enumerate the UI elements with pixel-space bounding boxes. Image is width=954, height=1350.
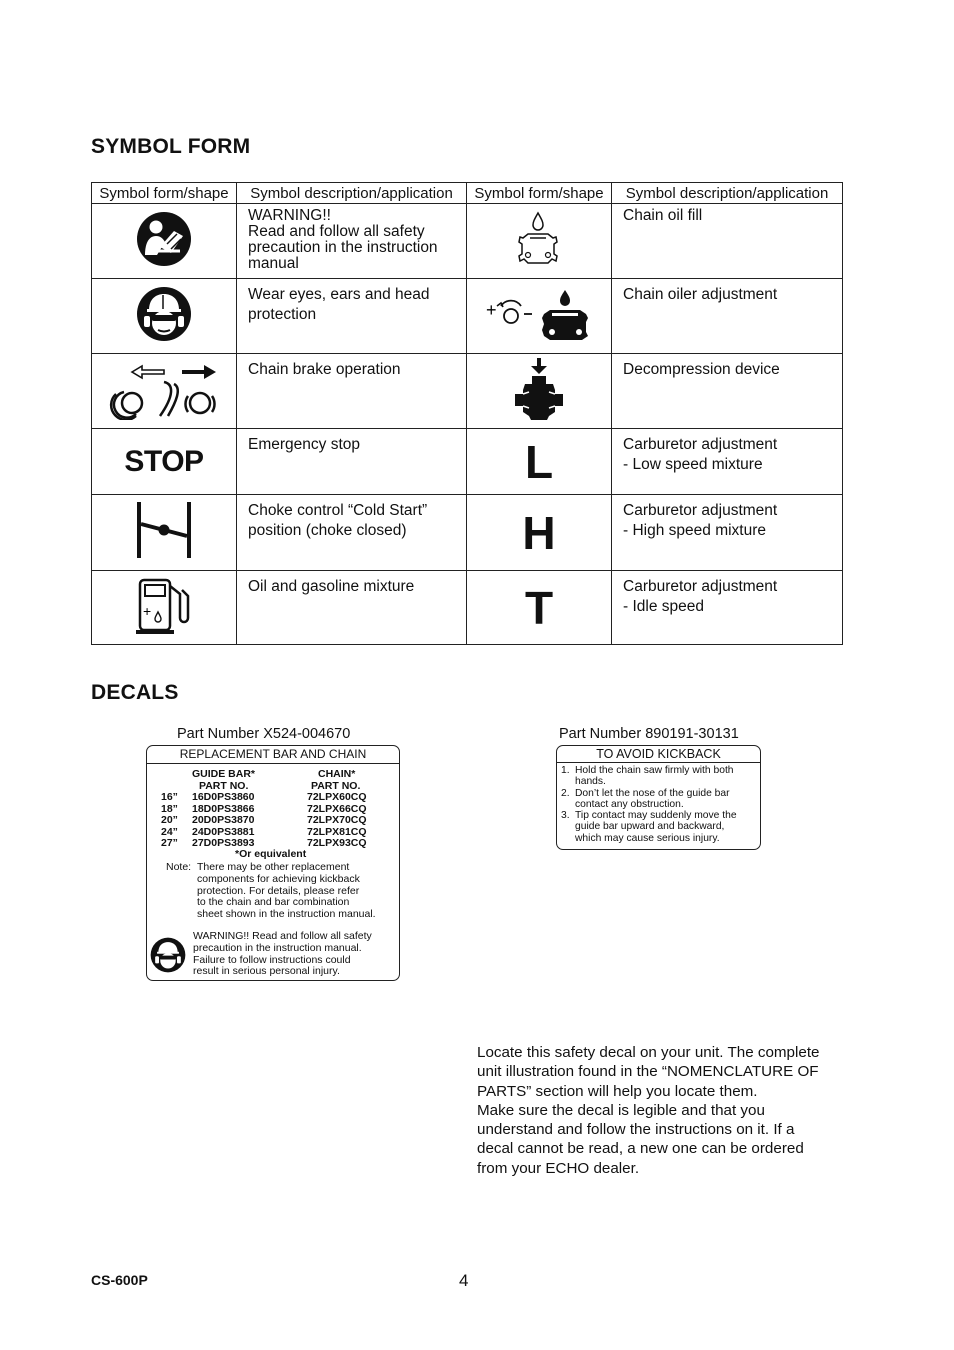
oil-drop-chain-icon [467, 204, 612, 279]
desc-line: Carburetor adjustment [623, 502, 778, 519]
desc-line: manual [248, 255, 299, 272]
desc-chain-brake [237, 354, 467, 429]
header-symbol-form: Symbol form/shape [92, 183, 237, 204]
para-line: from your ECHO dealer. [477, 1159, 640, 1177]
decompression-icon [467, 354, 612, 429]
bar-size: 18” [161, 802, 178, 815]
bar-part: 20D0PS3870 [192, 814, 255, 826]
desc-emergency-stop [237, 429, 467, 495]
page-number: 4 [459, 1271, 469, 1290]
item-line: guide bar upward and backward, [575, 821, 725, 833]
desc-line: Read and follow all safety [248, 223, 425, 240]
col-guide-bar: GUIDE BAR* [192, 768, 256, 780]
desc-line: Decompression device [623, 361, 780, 378]
note-line: to the chain and bar combination [197, 896, 350, 909]
decal2-part-number: Part Number 890191-30131 [559, 726, 739, 742]
decal-instructions [477, 1043, 847, 1178]
item-num: 1. [561, 765, 570, 776]
desc-line: precaution in the instruction [248, 239, 438, 256]
protective-gear-icon [150, 937, 186, 973]
desc-choke [237, 495, 467, 571]
para-line: understand and follow the instructions on it. If a [477, 1121, 795, 1139]
desc-line: - High speed mixture [623, 521, 767, 539]
warning-line: WARNING!! Read and follow all safety [193, 930, 372, 942]
desc-line: Oil and gasoline mixture [248, 578, 415, 595]
svg-text:+: + [486, 299, 497, 320]
list-item [561, 788, 757, 811]
desc-warning-read [237, 204, 467, 279]
read-manual-icon [92, 204, 237, 279]
header-description: Symbol description/application [612, 183, 843, 204]
desc-wear-protection [237, 279, 467, 354]
or-equivalent: *Or equivalent [235, 848, 307, 860]
bar-size: 24” [161, 825, 178, 838]
desc-oil-gas-mixture [237, 571, 467, 645]
desc-decompression [612, 354, 843, 429]
decal2-title: TO AVOID KICKBACK [557, 746, 760, 763]
item-num: 3. [561, 810, 570, 822]
table-row [92, 354, 843, 429]
col-part-no: PART NO. [311, 779, 361, 792]
desc-line: Emergency stop [248, 436, 360, 453]
list-item [561, 765, 757, 788]
decals-heading: DECALS [91, 681, 179, 704]
chain-part: 72LPX93CQ [307, 837, 367, 849]
model-name: CS-600P [91, 1272, 148, 1288]
svg-text:+: + [143, 603, 152, 619]
item-line: Hold the chain saw firmly with both [575, 765, 734, 776]
low-speed-icon [467, 429, 612, 495]
warning-line: Failure to follow instructions could [193, 953, 351, 966]
low-speed-letter: L [524, 435, 554, 488]
header-description: Symbol description/application [237, 183, 467, 204]
bar-part: 18D0PS3866 [192, 802, 255, 815]
desc-chain-oiler-adjustment [612, 279, 843, 354]
chain-part: 72LPX66CQ [307, 802, 367, 815]
decal1-title: REPLACEMENT BAR AND CHAIN [147, 746, 399, 764]
bar-size: 20” [161, 814, 178, 826]
para-line: unit illustration found in the “NOMENCLATURE OF [477, 1063, 819, 1081]
idle-speed-letter: T [524, 581, 554, 634]
desc-line: Chain brake operation [248, 361, 401, 378]
chain-part: 72LPX81CQ [307, 825, 367, 838]
oiler-adjust-icon [467, 279, 612, 354]
desc-idle-speed [612, 571, 843, 645]
item-num: 2. [561, 787, 570, 799]
col-chain: CHAIN* [318, 768, 356, 780]
item-line: contact any obstruction. [575, 798, 684, 810]
table-row [92, 429, 843, 495]
warning-line: precaution in the instruction manual. [193, 941, 362, 954]
para-line: PARTS” section will help you locate them. [477, 1082, 758, 1100]
note-line: protection. For details, please refer [197, 884, 360, 897]
idle-speed-icon [467, 571, 612, 645]
desc-line: protection [248, 305, 317, 323]
decal1-note [197, 862, 397, 921]
item-line: hands. [575, 776, 606, 788]
desc-line: WARNING!! [248, 207, 331, 224]
decal1-parts-table [146, 768, 400, 860]
warning-line: result in serious personal injury. [193, 965, 340, 978]
item-line: Tip contact may suddenly move the [575, 810, 737, 822]
kickback-list [561, 765, 757, 844]
desc-high-speed [612, 495, 843, 571]
symbol-form-heading: SYMBOL FORM [91, 135, 251, 158]
item-line: Don’t let the nose of the guide bar [575, 787, 730, 799]
bar-part: 27D0PS3893 [192, 837, 255, 849]
desc-line: position (choke closed) [248, 521, 407, 539]
symbol-table-header [92, 183, 843, 204]
desc-line: Chain oiler adjustment [623, 286, 778, 303]
decal1-note-label: Note: [166, 861, 192, 873]
bar-part: 24D0PS3881 [192, 825, 255, 838]
desc-line: - Idle speed [623, 597, 704, 615]
high-speed-letter: H [522, 506, 556, 559]
desc-line: Chain oil fill [623, 207, 703, 224]
protective-gear-icon [92, 279, 237, 354]
bar-size: 16” [161, 791, 178, 803]
desc-line: Carburetor adjustment [623, 578, 778, 595]
item-line: which may cause serious injury. [575, 832, 720, 844]
desc-line: Wear eyes, ears and head [248, 286, 430, 303]
note-line: sheet shown in the instruction manual. [197, 908, 376, 921]
chain-brake-icon [92, 354, 237, 429]
table-row [92, 204, 843, 279]
para-line: Locate this safety decal on your unit. The complete [477, 1044, 820, 1061]
para-line: decal cannot be read, a new one can be ordered [477, 1140, 804, 1158]
decal1-part-number: Part Number X524-004670 [177, 726, 351, 742]
choke-icon [92, 495, 237, 571]
desc-line: Choke control “Cold Start” [248, 502, 428, 519]
table-row [92, 279, 843, 354]
stop-icon [92, 429, 237, 495]
list-item [561, 810, 757, 844]
high-speed-icon [467, 495, 612, 571]
col-part-no: PART NO. [199, 779, 249, 792]
table-row [92, 571, 843, 645]
decal1-warning [193, 931, 398, 978]
stop-text: STOP [124, 444, 204, 478]
para-line: Make sure the decal is legible and that you [477, 1101, 765, 1119]
chain-part: 72LPX60CQ [307, 791, 367, 803]
header-symbol-form: Symbol form/shape [467, 183, 612, 204]
desc-line: Carburetor adjustment [623, 436, 778, 453]
desc-low-speed [612, 429, 843, 495]
fuel-pump-icon [92, 571, 237, 645]
note-line: There may be other replacement [197, 861, 350, 873]
desc-chain-oil-fill [612, 204, 843, 279]
symbol-table [91, 182, 843, 645]
desc-line: - Low speed mixture [623, 455, 763, 473]
table-row [92, 495, 843, 571]
note-line: components for achieving kickback [197, 872, 360, 885]
bar-size: 27” [161, 837, 178, 849]
chain-part: 72LPX70CQ [307, 814, 367, 826]
bar-part: 16D0PS3860 [192, 791, 255, 803]
